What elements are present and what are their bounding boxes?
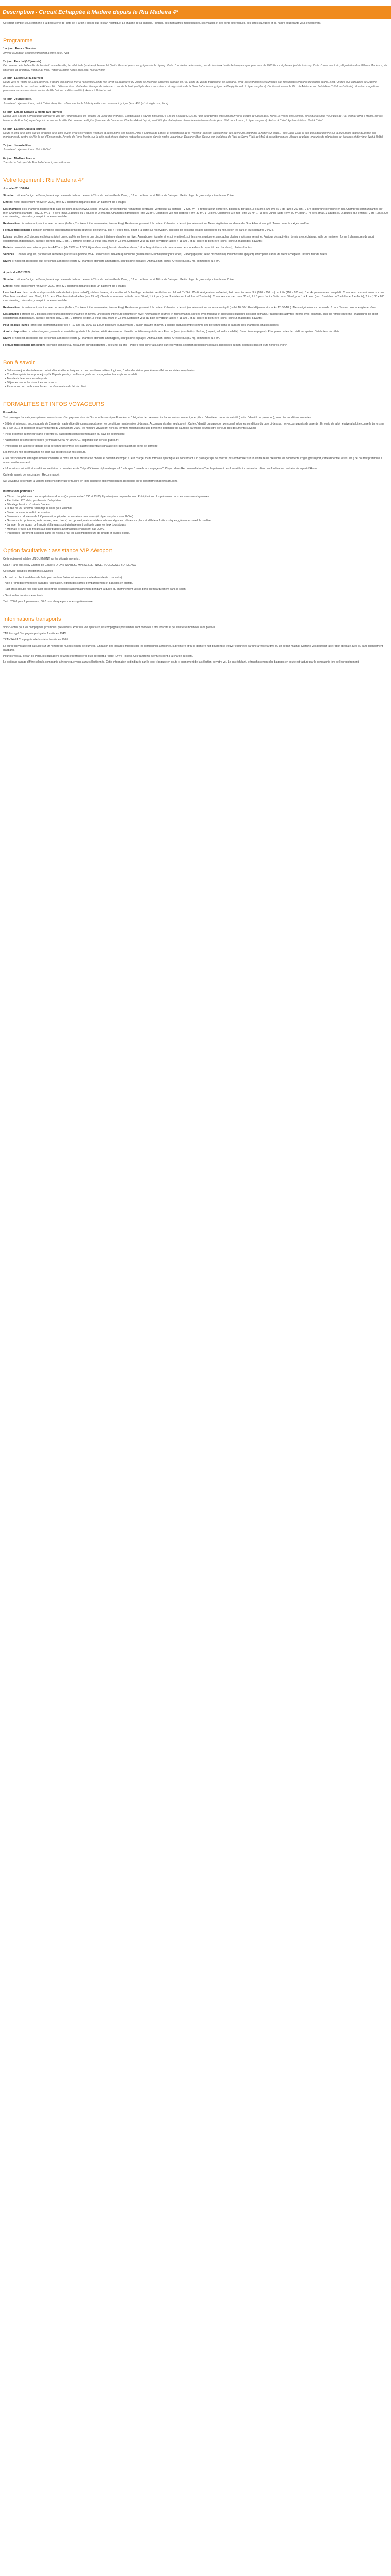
hotel-item-label: Divers :: [3, 259, 13, 263]
hotel-item-label: L'hôtel :: [3, 284, 13, 288]
paragraph: La durée du voyage est calculée sur un nombre de nuitées et non de journées. En raison des horaires imposés par les compagnies aériennes, la première et/ou la dernière nuit pourront se trouver écourtées par une arrivée tardive ou un départ matinal. Certains vols peuvent faire l'objet d'escale avec ou sans changement d'appareil.: [3, 644, 383, 652]
paragraph: TRANSAVIA Compagnie néerlandaise fondée en 1965: [3, 638, 68, 641]
list-item: • Durée de vol : environ 3h10 depuis Paris pour Funchal.: [5, 507, 388, 511]
hotel-item: [3, 278, 388, 282]
paragraph: - Accueil du client en dehors de l'aéroport ou dans l'aéroport selon vos mode d'arrivée (taxi ou autre): [3, 575, 122, 579]
paragraph: • Pièce d'identité du mineur (carte d'identité ou passeport selon réglementation du pays de destination): [3, 432, 125, 436]
day-text: Route le long de la côte sud en direction de la côte ouest, avec ses villages typiques et petits ports, ses plages. Arrêt à Camara de Lobos, et dégustation de la "Nikinha" boisson traditionnelle des pêcheurs (optionnel, à régler sur place). Puis Cabo Girão et son belvédère perché sur la plus haute falaise d'Europe, les montagnes du centre de l'île, le col d'Encumeada. Arrivée de Porto Moniz, sur la côte nord et ses piscines naturelles creusées dans la roche volcanique. Déjeuner libre. Retour par le plateau de Paul da Serra (Paúl do Mar) et ses pittoresques villages de pêche entourés de plantations de bananes et de vigne. Nuit à l'hôtel.: [3, 131, 384, 139]
hotel-item-text: l'hôtel est accessible aux personnes à mobilité réduite (2 chambres standard aménagées, sauf piscine et plage). Animaux non admis. Arrêt de bus (50 m), commerces à 2 km.: [13, 336, 220, 340]
hotel-item-label: Loisirs :: [3, 235, 14, 239]
hotel-item-label: Les chambres :: [3, 207, 23, 211]
hotel-item-label: Formule tout compris :: [3, 229, 32, 232]
day-title: 8e jour : Madère / France: [3, 157, 35, 161]
intro-text: Ce circuit complet vous emmène à la découverte de cette île « jardin » posée sur l'océan Atlantique. La charme de sa capitale, Funchal, ses montagnes majestueuses, ses villages et ses ports pittoresques, ses côtes sauvages et sa nature exubérante vous envoûteront.: [3, 22, 321, 25]
hotel-block: [3, 278, 388, 348]
hotel-item-label: Pour les plus jeunes :: [3, 323, 31, 327]
paragraph: Pour les vols au départ de Paris, les passagers peuvent être transférés d'un aéroport à l'autre (Orly / Roissy). Ces transferts éventuels sont à la charge du client.: [3, 654, 193, 658]
hotel-date: Jusqu'au 31/10/2024: [3, 187, 29, 190]
day-text: Transfert à l'aéroport de Funchal et envol pour la France.: [3, 161, 71, 165]
hotel-item: [3, 246, 388, 250]
hotel-item: [3, 194, 388, 198]
hotel-item: [3, 313, 388, 321]
hotel-item: [3, 235, 388, 244]
list-item: • Santé : aucune formalité nécessaire.: [5, 511, 388, 515]
transport-text: [3, 626, 388, 665]
hotel-section-2: [3, 271, 388, 348]
paragraph: Carte de santé / de vaccination : Recommandé.: [3, 473, 60, 477]
paragraph: • Les ressortissants étrangers doivent consulter le consulat de la destination choisie et doivent accomplir, à leur charge, toute formalité spécifique les concernant. Un passager qui ne pourrait pas embarquer sur un vol faute de présenter les documents exigés (passeport, carte d'identité, visas, etc.) ne pourrait prétendre à aucun remboursement.: [3, 457, 382, 465]
programme-list: [3, 47, 388, 165]
hotel-item-text: l'hôtel est accessible aux personnes à mobilité réduite (2 chambres standard aménagées, sauf piscine et plage). Animaux non admis. Arrêt de bus (50 m), commerces à 2 km.: [13, 259, 220, 263]
paragraph: ORLY (Paris ou Roissy Charles de Gaulle) / LYON / NANTES / MARSEILLE / NICE / TOULOUSE / BORDEAUX: [3, 563, 136, 567]
day-item: [3, 111, 388, 123]
hotel-item-label: Restauration :: [3, 222, 21, 226]
day-text: Journée et déjeuner libres, nuit à l'hôtel. En option : dîner spectacle folklorique dans un restaurant typique (env. 45€ (prix à régler sur place).: [3, 101, 169, 105]
day-item: [3, 60, 388, 73]
paragraph: • Autorisation de sortie de territoire (formulaire Cerfa N° 15646*01 disponible sur service-public.fr): [3, 438, 119, 442]
list-item: • Pourboires : librement acceptés dans les hôtels. Pour les accompagnateurs de circuits et guides locaux.: [5, 532, 388, 536]
list-item: • Gastronomie : poissons, fruits de mer, veau, bœuf, porc, poulet, mais aussi de nombreux légumes cultivés sur place et délicieux fruits exotiques, gâteau aux miel, le madère.: [5, 519, 388, 523]
hotel-item-text: mini-club international pour les 4-12 ans, (de 15/07 au 15/09, 6 jours/semaine), bassin chauffé en hiver, 1,6 table gratuit (compte comme une personne dans la capacité des chambres), chaises hautes.: [15, 246, 253, 249]
hotel-item-label: Situation :: [3, 278, 17, 281]
hotel-item: [3, 324, 388, 328]
hotel-item-text: les chambres disposent de salle de bains (douche/WC), sèche-cheveux, air conditionné / chauffage centralisé, ventilateur au plafond, TV Sat., Wi-Fi, réfrigérateur, coffre-fort, balcon ou terrasse. 3 lit (180 x 200 cm) ou 2 lits (110 x 200 cm), 3 et 4e personne en canapé-lit. Chambres communicantes sur mer. Chambres standard : env. 30 m², 1 à 3 pers. Chambres individuelles (env. 25 m²). Chambres vue mer partielle : env. 30 m², 1 à 4 pers (max. 3 adultes ou 2 adultes et 2 enfants). Chambres vue mer : env. 30 m², 1 à 3 pers. Junior Suite : env. 50 m², pour 1 à 4 pers. (max. 3 adultes ou 2 adultes et 2 enfants), 2 lits (135 x 200 cm), dressing, coin salon, canapé lit, vue mer frontale.: [3, 291, 385, 303]
hotel-item: [3, 201, 388, 205]
hotel-item-label: Services :: [3, 252, 16, 256]
list-item: • Savoir-vivre : douleurs de 2 € pers/nuit, appliquée par certaines communes (à régler sur place avec l'hôtel).: [5, 515, 388, 519]
hotel-item-text: chaises longues, parasols et serviettes gratuits à la piscine, Wi-Fi. Ascenseurs. Navette quotidienne gratuite vers Funchal (sauf jours fériés). Parking (payant, selon disponibilité). Blanchisserie (payant). Principales cartes de crédit acceptées. Distributeur de billets.: [29, 330, 340, 333]
formalites-text: [3, 416, 388, 484]
hotel-item-label: L'hôtel :: [3, 200, 13, 204]
content: [0, 22, 391, 665]
day-text: Arrivée à Madère, accueil et transfert à votre hôtel. Nuit.: [3, 51, 70, 55]
hotel-item: [3, 222, 388, 226]
hotel-item-label: Les chambres :: [3, 291, 23, 295]
formalites-heading: FORMALITES ET INFOS VOYAGEURS: [3, 401, 104, 408]
hotel-item-label: Restauration :: [3, 306, 21, 310]
hotel-heading: Votre logement : Riu Madeira 4*: [3, 177, 84, 183]
hotel-item-text: le restaurant principal avec terrasse (buffets, 2 soirées à thème/semaine, live cooking). Restaurant gourmet à la carte « Kulinarium » le soir (sur réservation), un restaurant grill (buffet 10h30-12h et déjeuner et snacks 12h30-18h). Menu végétarien sur demande. 3 bars. Tenue correcte exigée au dîner.: [22, 306, 377, 310]
hotel-item-label: Formule tout compris (en option) :: [3, 343, 47, 347]
hotel-item-text: le restaurant principal avec terrasse (buffets, 2 soirées à thème/semaine, live cooking). Restaurant gourmet à la carte « Kulinarium » le soir (sur réservation). Menu végétarien sur demande. Snack-bar et une grill. Tenue correcte exigée au dîner.: [22, 222, 311, 226]
hotel-item-label: Enfants :: [3, 246, 15, 249]
list-item: • Electricité : 220 Volts, pas besoin d'adaptateur.: [5, 499, 388, 503]
hotel-item: [3, 337, 388, 341]
option-text: [3, 557, 388, 604]
list-item: • Excursions non remboursables en cas d'annulation du fait du client.: [5, 385, 388, 389]
page-title: Description - Circuit Echappée à Madère depuis le Riu Madeira 4*: [0, 6, 391, 19]
day-title: 6e jour : La côte Ouest (1 journée): [3, 127, 46, 131]
paragraph: La politique bagage diffère selon la compagnie aérienne que vous aurez sélectionnée. Cette information est indiquée par le logo « bagage en soute » au moment de la sélection de votre vol. Le cas échéant, le franchissement des bagages en soute est facturé par la compagnie lors de l'enregistrement.: [3, 660, 360, 664]
bon-savoir-list: [3, 369, 388, 390]
intro: [3, 22, 388, 26]
paragraph: TAP Portugal Compagnie portugaise fondée en 1945: [3, 632, 66, 635]
transport-heading: Informations transports: [3, 616, 61, 623]
day-item: [3, 47, 388, 56]
list-item: • Climat : tempéré avec des températures douces (moyenne entre 16°C et 23°C). Il y a toujours un peu de vent. Précipitations plus présentes dans les zones montagneuses.: [5, 495, 388, 499]
day-text: Départ vers Eira do Serrado pour admirer la vue sur l'amphithéâtre de Funchal (la vallée des Nonnes). Continuation à travers bois jusqu'à Eira do Serrado (1026 m) : par beau temps, vous pourrez voir le village de Curral das Freiras, la Vallée des Nonnes, ainsi que les plus vieux pics de l'île. Dernier arrêt à Monte, sur les hauteurs de Funchal, superbe point de vue sur la ville. Découverte de l'église (tombeau de l'empereur Charles d'Autriche) et possibilité (facultative) une descente en traîneau d'osier (env. 30 € pour 2 pers., à régler sur place). Retour à l'hôtel. Après-midi libre. Nuit à l'hôtel.: [3, 114, 383, 122]
paragraph: • Informations, sécurité et conditions sanitaires : consultez le site "http://XXXwww.diplomatie.gouv.fr", rubrique "conseils aux voyageurs". Cliquez dans Recommandations(?) et le paiement des formalités incombent au client, sauf indication contraire de la part d'Havas: [3, 467, 318, 471]
hotel-item: [3, 253, 388, 257]
paragraph: - Fast Track (coupe file) pour aller au contrôle de police (accompagnement pendant la durée du cheminement vers la porte d'embarquement dans la salon: [3, 588, 186, 591]
paragraph: Sur voyageur se rendant à Madère doit renseigner un formulaire en ligne (enquête épidémiologique) accessible sur la plateforme madeirasafe.com.: [3, 479, 178, 483]
day-item: [3, 128, 388, 140]
hotel-item: [3, 229, 388, 233]
day-title: 2e jour : Funchal (1/2 journée): [3, 60, 41, 63]
hotel-section-1: [3, 187, 388, 264]
day-text: Route vers le Pointe de São Lourenço, s'étirant loin dans la mer à l'extrémité Est de l'île. Arrêt au belvédère du village de Machico, ancienne capitale de l'île. Visite du village traditionnel de Santana : avec ses étonnantes chaumières aux toits pentus entourés de jardins fleuris, il est l'un des plus agréables de Madère. Poursuite vers le parc naturel de Ribeiro Frio. Déjeuner libre. Visite d'un élevage de truites au cœur de la forêt protégée de « Laurissilva ». et dégustation de la "Poncha" boisson typique de l'île (optionnel, à régler sur place). Continuation vers le Pico do Arieiro et son belvédère (1 810 m d'altitude) offrant un magnifique panorama sur les massifs du centre de l'île (selon conditions météo). Retour à l'hôtel et nuit.: [3, 81, 379, 93]
paragraph: Voir ci-après pour les compagnies (exemples, prévisibles). Pour les vols spéciaux, les compagnies pressenties sont données à titre indicatif et peuvent être modifiées sans préavis.: [3, 626, 216, 630]
hotel-item: [3, 306, 388, 310]
hotel-item-text: hôtel entièrement rénové en 2022, offre 327 chambres réparties dans un bâtiment de 7 étages.: [14, 200, 127, 204]
day-title: 7e jour : Journée libre: [3, 144, 31, 148]
hotel-item-text: situé à Caniço de Baixo, face à la promenade du front de mer, à 2 km du centre-ville de Caniço, 13 km de Funchal et 10 km de l'aéroport. Petite plage de galets et ponton devant l'hôtel.: [17, 194, 235, 197]
hotel-item-label: Situation :: [3, 194, 17, 197]
hotel-item-text: profitez de 2 piscines extérieures (dont une chauffée en hiver) / une piscine intérieure chauffée en hiver. Animation en journée et le soir (variées), soirées avec musique et spectacles plusieurs soirs par semaine. Pratique des activités : tennis avec éclairage, salle de remise en forme à chaussures de sport obligatoires). Indépendant, payant : plongée (env. 1 km), 2 terrains de golf 18 trous (env. 9 km et 23 km). Détendez-vous au bain de vapeur (accès + 18 ans), et au centre de bien-être (soins, coiffeur, massages, payants).: [3, 235, 374, 243]
hotel-item-text: hôtel entièrement rénové en 2022, offre 327 chambres réparties dans un bâtiment de 7 étages.: [14, 284, 127, 288]
hotel-item: [3, 291, 388, 303]
list-item: • Selon votre jour d'arrivée et/ou du fait d'impératifs techniques ou des conditions météorologiques, l'ordre des visites peut être modifié ou les visites remplacées.: [5, 369, 388, 374]
paragraph: Les mineurs non accompagnés ne sont pas acceptés sur nos séjours.: [3, 451, 86, 454]
paragraph: • Photocopie de la pièce d'identité de la personne détentrice de l'autorité parentale signataire de l'autorisation de sortie de territoire.: [3, 445, 158, 448]
paragraph: Tout passager français, européen ou ressortissant d'un pays membre de l'Espace Économique Européen a l'obligation de présenter, à chaque embarquement, une pièce d'identité en cours de validité (carte d'identité ou passeport), selon les conditions suivantes :: [3, 416, 313, 419]
day-title: 4e jour : Journée libre.: [3, 98, 32, 101]
hotel-block: [3, 194, 388, 264]
paragraph: • Bébés et mineurs : accompagnés de 2 parents : carte d'identité ou passeport selon les conditions mentionnées ci-dessus. Accompagnés d'un seul parent : Carte d'identité ou passeport personnel selon les conditions du pays ci-dessus, non-accompagnés de parents : En vertu de la loi relative à la lutte contre le terrorisme du 3 juin 2016 et du décret gouvernemental du 2 novembre 2016, les mineurs voyageant hors du territoire national sans une personne détentrice de l'autorité parentale devront être porteurs des documents suivants :: [3, 422, 384, 430]
paragraph: Cette option est valable UNIQUEMENT sur les départs suivants :: [3, 557, 80, 561]
day-item: [3, 98, 388, 106]
hotel-item-text: mini-club international pour les 4 - 12 ans (du 15/07 au 15/09, plusieurs jours/semaine), bassin chauffé en hiver, 1 lit bébé gratuit (compte comme une personne dans la capacité des chambres), chaises hautes.: [31, 323, 280, 327]
hotel-item: [3, 285, 388, 289]
day-text: Découverte de la belle ville de Funchal : la vieille ville, la cathédrale (extérieur), le marché (fruits, fleurs et poissons typiques de la région). Visite d'un atelier de broderie, puis du fabuleux Jardin botanique regroupant plus de 2000 fleurs et plantes (entrée incluse). Visite d'une cave à vin, dégustation du célèbre « Madère », vin liquoreux, et du gâteau typique au miel. Retour à l'hôtel. Après-midi libre. Nuit à l'hôtel.: [3, 64, 387, 72]
list-item: • Langue : le portugais. Le français et l'anglais sont généralement pratiqués dans les lieux touristiques.: [5, 523, 388, 528]
day-item: [3, 77, 388, 93]
hotel-item: [3, 208, 388, 220]
list-item: • Monnaie : l'euro. Les retraits aux distributeurs automatiques encaissent pas 200 €.: [5, 528, 388, 532]
list-item: • Décalage horaire : -1h toute l'année.: [5, 503, 388, 507]
list-item: • Déjeuner non inclus durant les excursions.: [5, 381, 388, 385]
hotel-item: [3, 260, 388, 264]
hotel-item-label: A votre disposition :: [3, 330, 29, 333]
option-heading: Option facultative : assistance VIP Aéroport: [3, 547, 112, 554]
hotel-item-text: les chambres disposent de salle de bains (douche/WC), sèche-cheveux, air conditionné / chauffage centralisé, ventilateur au plafond, TV Sat., Wi-Fi, réfrigérateur, coffre-fort, balcon ou terrasse. 3 lit (180 x 200 cm) ou 2 lits (110 x 200 cm), 2 à 4 lit pour une personne en cal. Chambres communicantes sur mer. Chambres standard : env. 30 m², 1 - 4 pers (max. 3 adultes ou 2 adultes et 2 enfants). Chambres individuelles (env. 23 m²). Chambres vue mer partielle : env. 30 m², 1 - 3 pers. Chambres vue mer : env. 30 m², 1 - 3 pers. Junior Suite : env. 50 m², pour 1 - 4 pers. (max. 3 adultes ou 2 adultes et 2 enfants), 2 lits (135 x 200 cm), dressing, coin salon, canapé lit, vue mer frontale.: [3, 207, 388, 219]
info-heading: Informations pratiques :: [3, 489, 34, 493]
day-item: [3, 144, 388, 152]
day-item: [3, 157, 388, 165]
hotel-item-text: Chaises longues, parasols et serviettes gratuits à la piscine, Wi-Fi. Ascenseurs. Navette quotidienne gratuite vers Funchal (sauf jours fériés). Parking (payant, selon disponibilité). Blanchisserie (payant). Principales cartes de crédit acceptées. Distributeur de billets.: [16, 252, 328, 256]
day-title: 3e jour : La côte Est (1 journée): [3, 77, 43, 80]
hotel-item-text: pension complète au restaurant principal (buffets), déjeuner au grill + Pepe's food, dîner à la carte sur réservation, sélection de boissons locales alcoolisées ou non, selon les bars et leurs horaires 24h/24.: [32, 229, 274, 232]
paragraph: - Aide à l'enregistrement des bagages, vérification, édition des cartes d'embarquement et bagages en priorité.: [3, 582, 133, 585]
bon-savoir-heading: Bon à savoir: [3, 359, 35, 366]
programme-heading: Programme: [3, 37, 33, 44]
hotel-item: [3, 344, 388, 348]
hotel-item-text: profitez de 2 piscines extérieures (dont une chauffée en hiver) / une piscine intérieure chauffée en hiver. Animation en journée (4 fois/semaine), soirées avec musique et spectacles plusieurs soirs par semaine. Pratique des activités : tennis avec éclairage, salle de remise en forme (chaussures de sport obligatoires). Indépendant, payant : plongée (env. 1 km), 2 terrains de golf 18 trous (env. 9 km et 23 km). Détendez-vous au bain de vapeur (accès + 18 ans), et au centre de bien-être (soins, coiffeur, massages, payants).: [3, 313, 378, 320]
list-item: • Chauffeur-guide francophone jusqu'à 19 participants, chauffeur + guide accompagnateur francophone au-delà.: [5, 373, 388, 377]
paragraph: - Gestion des imprévus éventuels: [3, 594, 43, 598]
info-list: [3, 495, 388, 536]
list-item: • Transferts de et vers les aéroports.: [5, 377, 388, 381]
paragraph: Ce service inclut les prestations suivantes :: [3, 569, 55, 573]
day-title: 1er jour : France / Madère.: [3, 47, 37, 50]
day-title: 5e jour : Eira do Serrado & Monte (1/2 journée): [3, 110, 62, 114]
day-text: Journée et déjeuner libres. Nuit à l'hôtel.: [3, 148, 51, 152]
hotel-item-label: Divers :: [3, 336, 13, 340]
hotel-item-text: situé à Caniço de Baixo, face à la promenade du front de mer, à 2 km du centre-ville de Caniço, 13 km de Funchal et 10 km de l'aéroport. Petite plage de galets et ponton devant l'hôtel.: [17, 278, 235, 281]
hotel-item-text: pension complète au restaurant principal (buffets), déjeuner au grill + Pepe's food, dîner à la carte sur réservation, sélection de boissons locales alcoolisées ou non, selon les bars et leurs horaires 24h/24.: [47, 343, 288, 347]
hotel-item-label: Les activités :: [3, 313, 21, 316]
hotel-item: [3, 330, 388, 334]
formalites-subheading: Formalités :: [3, 411, 19, 415]
paragraph: Tarif : 200 € pour 2 personnes ; 50 € pour chaque personne supplémentaire: [3, 600, 93, 604]
hotel-date: A partir du 01/11/2024: [3, 270, 31, 274]
